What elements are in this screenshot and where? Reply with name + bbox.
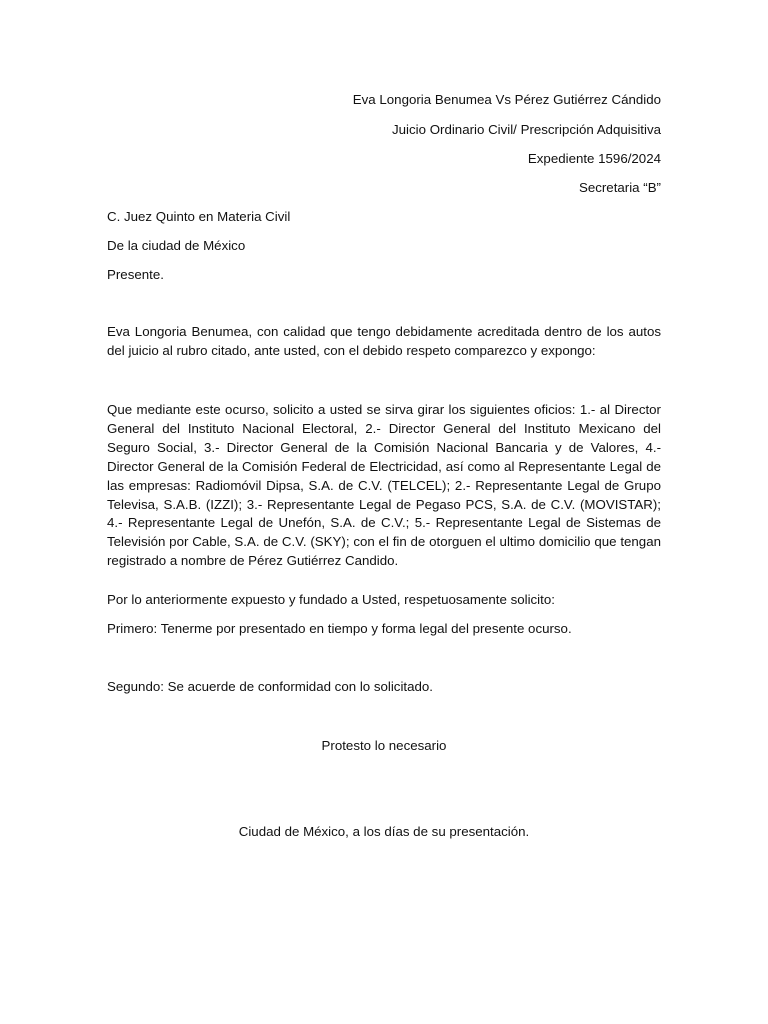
addressee-judge: C. Juez Quinto en Materia Civil [107,209,291,224]
request-paragraph: Que mediante este ocurso, solicito a usted se sirva girar los siguientes oficios: 1.- al Director General del Instituto Nacional Electoral, 2.- Director General del Instituto Mexicano del Seguro Social, 3.- Director General de la Comisión Nacional Bancaria y de Valores, 4.- Director General de la Comisión Federal de Electricidad, así como al Representante Legal de las empresas: Radiomóvil Dipsa, S.A. de C.V. (TELCEL); 2.- Representante Legal de Grupo Televisa, S.A.B. (IZZI); 3.- Representante Legal de Pegaso PCS, S.A. de C.V. (MOVISTAR); 4.- Representante Legal de Unefón, S.A. de C.V.; 5.- Representante Legal de Sistemas de Televisión por Cable, S.A. de C.V. (SKY); con el fin de otorguen el ultimo domicilio que tengan registrado a nombre de Pérez Gutiérrez Candido. [107,402,661,569]
petition-first: Primero: Tenerme por presentado en tiempo y forma legal del presente ocurso. [107,621,572,636]
addressee-city: De la ciudad de México [107,238,246,253]
proceeding-type: Juicio Ordinario Civil/ Prescripción Adquisitiva [392,122,661,137]
secretariat: Secretaria “B” [578,180,661,195]
case-title: Eva Longoria Benumea Vs Pérez Gutiérrez Cándido [352,92,661,107]
file-number: Expediente 1596/2024 [527,151,661,166]
intro-paragraph: Eva Longoria Benumea, con calidad que tengo debidamente acreditada dentro de los autos del juicio al rubro citado, ante usted, con el debido respeto comparezco y expongo: [107,324,661,358]
petition-intro: Por lo anteriormente expuesto y fundado a Usted, respetuosamente solicito: [107,592,555,607]
closing-place-date: Ciudad de México, a los días de su presentación. [238,824,530,839]
addressee-presente: Presente. [107,267,164,282]
closing-protesto: Protesto lo necesario [321,738,447,753]
petition-second: Segundo: Se acuerde de conformidad con lo solicitado. [107,679,433,694]
